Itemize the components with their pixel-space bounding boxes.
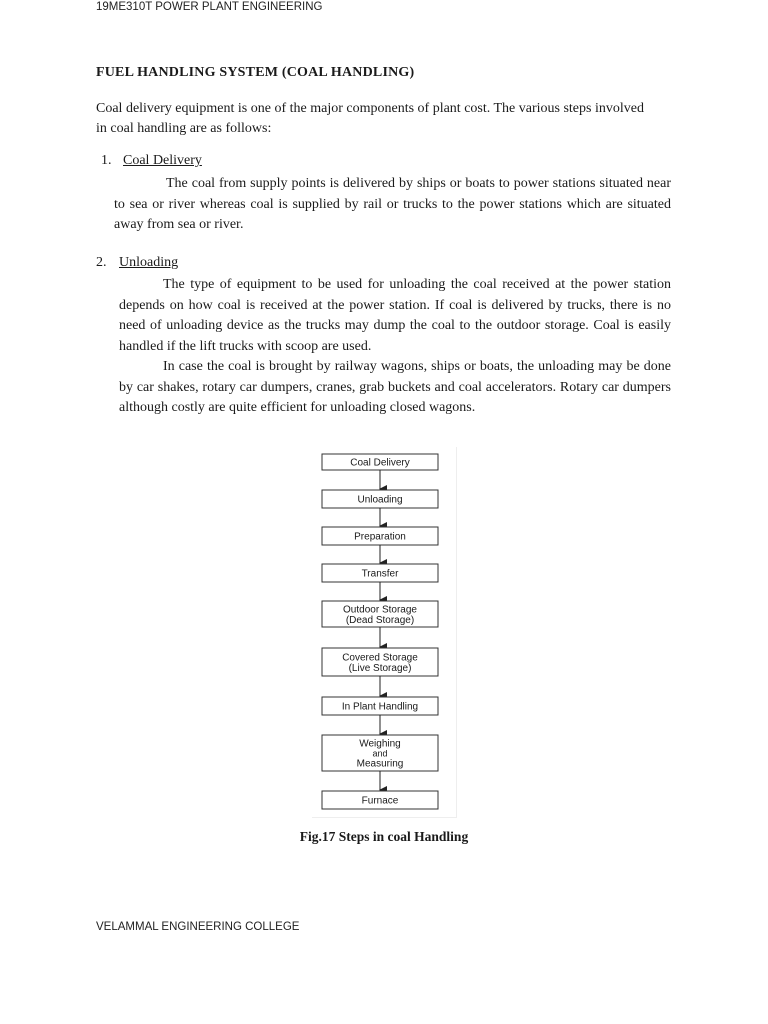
flowchart-step-label: In Plant Handling [341, 701, 419, 713]
flowchart-step [322, 735, 438, 771]
flowchart-step-label: Transfer [361, 568, 399, 580]
flowchart-step-label: (Dead Storage) [345, 614, 415, 626]
unloading-paragraph-1 [119, 275, 671, 357]
unloading-text-2: In case the coal is brought by railway wagons, ships or boats, the unloading may be done by car shakes, rotary car dumpers, cranes, grab buckets and coal accelerators. Rotary car dumpers although costly are quite efficient for unloading closed wagons. [119, 359, 671, 415]
page-header: 19ME310T POWER PLANT ENGINEERING [96, 1, 323, 13]
flowchart-step-label: Covered Storage [342, 652, 418, 664]
flowchart-step [322, 601, 438, 627]
flowchart-step-label: and [372, 748, 388, 759]
unloading-paragraph-2 [119, 357, 671, 419]
flowchart-svg [312, 447, 456, 817]
intro-paragraph: Coal delivery equipment is one of the major components of plant cost. The various steps involved in coal handling are as follows: [96, 101, 644, 136]
flowchart-step-label: Outdoor Storage [343, 604, 417, 616]
flowchart-step [322, 527, 438, 545]
flowchart-step-label: Furnace [361, 795, 399, 807]
list-item-label: Coal Delivery [123, 153, 202, 168]
list-item-number: 2. [96, 255, 107, 270]
unloading-text-1: The type of equipment to be used for unloading the coal received at the power station depends on how coal is received at the power station. If coal is delivered by trucks, there is no need of unloading device as the trucks may dump the coal to the outdoor storage. Coal is easily handled if the lift trucks with scoop are used. [119, 277, 671, 354]
flowchart-step-label: Coal Delivery [350, 457, 410, 469]
section-title: FUEL HANDLING SYSTEM (COAL HANDLING) [96, 65, 415, 80]
flowchart-step-label: Unloading [357, 494, 403, 506]
coal-handling-flowchart [312, 447, 457, 818]
flowchart-step [322, 454, 438, 470]
flowchart-step-label: Preparation [354, 531, 406, 543]
flowchart-step [322, 490, 438, 508]
flowchart-step-label: Measuring [356, 758, 404, 770]
flowchart-step [322, 791, 438, 809]
flowchart-step [322, 564, 438, 582]
coal-delivery-text: The coal from supply points is delivered by ships or boats to power stations situated near to sea or river whereas coal is supplied by rail or trucks to the power stations which are situated away from sea or river. [114, 176, 671, 232]
flowchart-step [322, 648, 438, 676]
figure-caption: Fig.17 Steps in coal Handling [299, 829, 469, 844]
flowchart-step [322, 697, 438, 715]
flowchart-step-label: (Live Storage) [348, 662, 412, 674]
flowchart-step-label: Weighing [359, 738, 401, 750]
coal-delivery-paragraph [114, 174, 671, 236]
page-footer: VELAMMAL ENGINEERING COLLEGE [96, 921, 300, 933]
list-item-label: Unloading [119, 255, 179, 270]
list-item-coal-delivery-heading [101, 153, 202, 169]
list-item-unloading-heading [96, 255, 178, 271]
list-item-number: 1. [101, 153, 112, 168]
